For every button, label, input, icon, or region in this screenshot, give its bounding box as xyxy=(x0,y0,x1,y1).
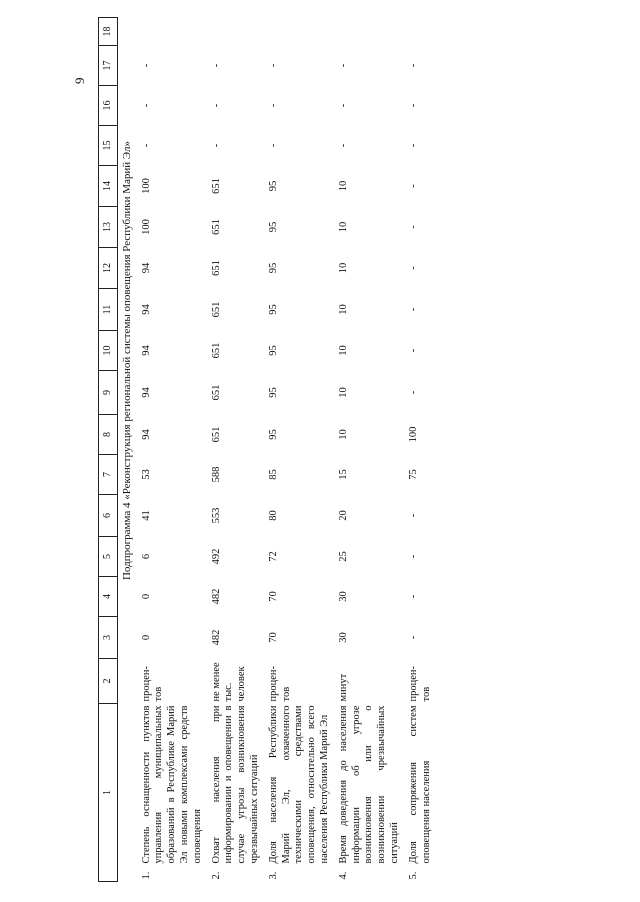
unit-cell: минут xyxy=(337,673,349,702)
value-cell: 15 xyxy=(337,469,349,480)
column-header: 10 xyxy=(99,331,118,371)
value-cell: 20 xyxy=(337,510,349,521)
table-row xyxy=(265,18,335,882)
value-cell: - xyxy=(337,143,349,148)
value-cell: - xyxy=(210,103,222,108)
value-cell: - xyxy=(140,143,152,148)
value-cell: 651 xyxy=(210,384,222,401)
column-header: 2 xyxy=(99,659,118,704)
value-cell: 75 xyxy=(407,469,419,480)
value-cell: 85 xyxy=(267,469,279,480)
value-cell: - xyxy=(407,635,419,640)
column-header: 1 xyxy=(99,704,118,882)
value-cell: - xyxy=(337,103,349,108)
value-cell: - xyxy=(337,63,349,68)
value-cell: 100 xyxy=(140,178,152,194)
value-cell: 100 xyxy=(407,426,419,443)
indicator-cell xyxy=(265,704,335,882)
value-cell: - xyxy=(407,143,419,148)
value-cell: - xyxy=(407,184,419,188)
value-cell: - xyxy=(210,143,222,148)
column-header: 17 xyxy=(99,46,118,86)
value-cell: 6 xyxy=(140,553,152,560)
value-cell: - xyxy=(407,63,419,68)
value-cell: 10 xyxy=(337,429,349,440)
row-number: 5. xyxy=(407,871,419,880)
value-cell: - xyxy=(140,63,152,68)
value-cell: 95 xyxy=(267,180,279,192)
value-cell: 80 xyxy=(267,510,279,521)
table-row xyxy=(335,18,405,882)
value-cell: 10 xyxy=(337,304,349,315)
column-header: 3 xyxy=(99,617,118,659)
value-cell: 100 xyxy=(140,219,152,235)
value-cell: - xyxy=(407,307,419,312)
column-header: 18 xyxy=(99,18,118,46)
value-cell: 492 xyxy=(210,548,222,565)
indicator-cell xyxy=(405,704,437,882)
value-cell: 72 xyxy=(267,551,279,562)
column-header: 8 xyxy=(99,415,118,455)
value-cell: - xyxy=(407,348,419,353)
value-cell: 30 xyxy=(337,632,349,643)
value-cell: 651 xyxy=(210,178,222,194)
value-cell: 482 xyxy=(210,588,222,605)
value-cell: 95 xyxy=(267,345,279,356)
indicator-name: Время доведения до населения информации об угрозе возникновения или о возникновении чрезвычайных ситуаций xyxy=(337,705,400,864)
value-cell: 94 xyxy=(140,345,152,356)
value-cell: 95 xyxy=(267,262,279,274)
value-cell: 651 xyxy=(210,260,222,276)
value-cell: 482 xyxy=(210,629,222,646)
column-header: 12 xyxy=(99,248,118,289)
value-cell: - xyxy=(267,103,279,108)
value-cell: 30 xyxy=(337,591,349,602)
column-header: 9 xyxy=(99,371,118,415)
row-number: 4. xyxy=(337,871,349,880)
value-cell: 25 xyxy=(337,551,349,562)
value-cell: 95 xyxy=(267,221,279,233)
value-cell: 651 xyxy=(210,426,222,443)
column-header: 6 xyxy=(99,495,118,537)
column-header: 14 xyxy=(99,166,118,207)
value-cell: 94 xyxy=(140,387,152,398)
column-header: 4 xyxy=(99,577,118,617)
indicator-name: Охват населения при информировании и оповещении в случае угрозы возникновения чрезвычайных ситуаций xyxy=(210,705,260,864)
unit-cell: не менее тыс. человек xyxy=(210,662,248,702)
value-cell: 0 xyxy=(140,634,152,641)
indicator-cell xyxy=(335,704,405,882)
value-cell: 0 xyxy=(140,593,152,600)
value-cell: - xyxy=(267,143,279,148)
column-header: 7 xyxy=(99,455,118,495)
value-cell: 553 xyxy=(210,507,222,524)
value-cell: 53 xyxy=(140,469,152,480)
row-number: 1. xyxy=(140,871,152,880)
indicators-table xyxy=(98,17,436,882)
indicator-cell xyxy=(138,704,208,882)
header-row xyxy=(99,18,118,882)
value-cell: 10 xyxy=(337,221,349,233)
column-header: 16 xyxy=(99,86,118,126)
value-cell: 95 xyxy=(267,387,279,398)
value-cell: 651 xyxy=(210,342,222,359)
value-cell: - xyxy=(407,225,419,229)
table-row xyxy=(208,18,265,882)
value-cell: - xyxy=(407,103,419,108)
subprogram-title: Подпрограмма 4 «Реконструкция региональной системы оповещения Республики Марий Эл» xyxy=(121,140,134,581)
column-header: 13 xyxy=(99,207,118,248)
column-header: 15 xyxy=(99,126,118,166)
value-cell: - xyxy=(140,103,152,108)
value-cell: 95 xyxy=(267,429,279,440)
column-header: 5 xyxy=(99,537,118,577)
value-cell: 10 xyxy=(337,387,349,398)
indicator-name: Доля населения Республики Марий Эл, охваченного техническими средствами оповещения, относительно всего населения Республики Марий Эл xyxy=(267,705,330,864)
row-number: 3. xyxy=(267,871,279,880)
value-cell: - xyxy=(267,63,279,68)
value-cell: 70 xyxy=(267,591,279,602)
value-cell: 94 xyxy=(140,429,152,440)
unit-cell: процен-тов xyxy=(407,665,432,702)
value-cell: 41 xyxy=(140,510,152,521)
value-cell: - xyxy=(407,594,419,599)
value-cell: 588 xyxy=(210,466,222,483)
unit-cell: процен-тов xyxy=(267,665,292,702)
value-cell: 10 xyxy=(337,180,349,192)
value-cell: 94 xyxy=(140,304,152,315)
column-header: 11 xyxy=(99,289,118,331)
value-cell: 10 xyxy=(337,345,349,356)
value-cell: 70 xyxy=(267,632,279,643)
value-cell: 10 xyxy=(337,262,349,274)
unit-cell: процен-тов xyxy=(140,665,165,702)
value-cell: - xyxy=(407,390,419,395)
value-cell: 651 xyxy=(210,219,222,235)
value-cell: 651 xyxy=(210,301,222,318)
value-cell: 94 xyxy=(140,262,152,274)
value-cell: - xyxy=(210,63,222,68)
row-number: 2. xyxy=(210,871,222,880)
indicator-name: Доля сопряжения систем оповещения населения xyxy=(407,705,432,864)
value-cell: - xyxy=(407,554,419,559)
indicator-name: Степень оснащенности пунктов управления муниципальных образований в Республике Марий Эл новыми комплексами средств оповещения xyxy=(140,705,203,864)
page-number: 9 xyxy=(72,77,87,84)
table-row xyxy=(138,18,208,882)
value-cell: - xyxy=(407,513,419,518)
table-row xyxy=(405,18,437,882)
value-cell: 95 xyxy=(267,304,279,315)
indicator-cell xyxy=(208,704,265,882)
value-cell: - xyxy=(407,266,419,270)
